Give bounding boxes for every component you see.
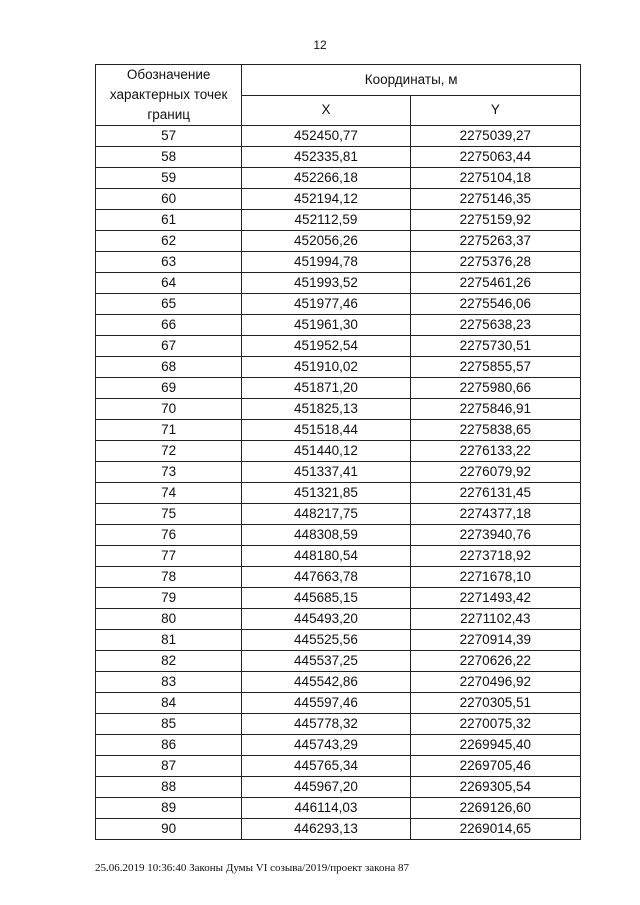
cell-x: 445597,46 (242, 693, 410, 714)
cell-y: 2275638,23 (410, 315, 580, 336)
cell-x: 445542,86 (242, 672, 410, 693)
cell-point: 65 (96, 294, 242, 315)
cell-point: 66 (96, 315, 242, 336)
cell-x: 452056,26 (242, 231, 410, 252)
cell-x: 452450,77 (242, 126, 410, 147)
cell-x: 445685,15 (242, 588, 410, 609)
cell-point: 74 (96, 483, 242, 504)
cell-point: 88 (96, 777, 242, 798)
cell-x: 448217,75 (242, 504, 410, 525)
cell-x: 452112,59 (242, 210, 410, 231)
cell-y: 2275838,65 (410, 420, 580, 441)
cell-x: 448180,54 (242, 546, 410, 567)
cell-x: 447663,78 (242, 567, 410, 588)
cell-y: 2273718,92 (410, 546, 580, 567)
cell-y: 2275159,92 (410, 210, 580, 231)
table-row (96, 441, 581, 462)
cell-point: 75 (96, 504, 242, 525)
coordinates-table (95, 64, 581, 840)
table-row (96, 252, 581, 273)
cell-point: 86 (96, 735, 242, 756)
cell-y: 2275104,18 (410, 168, 580, 189)
table-row (96, 546, 581, 567)
page-number: 12 (313, 38, 327, 52)
table-row (96, 231, 581, 252)
header-coordinates: Координаты, м (242, 65, 581, 96)
cell-x: 451440,12 (242, 441, 410, 462)
cell-x: 451977,46 (242, 294, 410, 315)
cell-point: 76 (96, 525, 242, 546)
cell-y: 2275980,66 (410, 378, 580, 399)
cell-x: 451994,78 (242, 252, 410, 273)
cell-y: 2269705,46 (410, 756, 580, 777)
cell-point: 71 (96, 420, 242, 441)
table-row (96, 168, 581, 189)
cell-x: 448308,59 (242, 525, 410, 546)
cell-x: 445525,56 (242, 630, 410, 651)
cell-x: 451825,13 (242, 399, 410, 420)
cell-y: 2269305,54 (410, 777, 580, 798)
cell-x: 451961,30 (242, 315, 410, 336)
cell-point: 82 (96, 651, 242, 672)
cell-y: 2275039,27 (410, 126, 580, 147)
table-header-row (96, 65, 581, 96)
cell-point: 80 (96, 609, 242, 630)
cell-y: 2275461,26 (410, 273, 580, 294)
cell-point: 62 (96, 231, 242, 252)
cell-x: 445537,25 (242, 651, 410, 672)
cell-x: 451993,52 (242, 273, 410, 294)
cell-y: 2270305,51 (410, 693, 580, 714)
cell-point: 70 (96, 399, 242, 420)
cell-y: 2271493,42 (410, 588, 580, 609)
cell-point: 63 (96, 252, 242, 273)
cell-y: 2270626,22 (410, 651, 580, 672)
table-row (96, 483, 581, 504)
header-y: Y (410, 95, 580, 126)
cell-y: 2275730,51 (410, 336, 580, 357)
cell-point: 83 (96, 672, 242, 693)
cell-x: 445765,34 (242, 756, 410, 777)
cell-y: 2269945,40 (410, 735, 580, 756)
cell-point: 72 (96, 441, 242, 462)
cell-point: 60 (96, 189, 242, 210)
table-row (96, 504, 581, 525)
cell-y: 2270496,92 (410, 672, 580, 693)
table-row (96, 798, 581, 819)
cell-y: 2273940,76 (410, 525, 580, 546)
cell-y: 2275063,44 (410, 147, 580, 168)
cell-point: 58 (96, 147, 242, 168)
header-x: X (242, 95, 410, 126)
cell-x: 446114,03 (242, 798, 410, 819)
cell-y: 2275263,37 (410, 231, 580, 252)
cell-y: 2274377,18 (410, 504, 580, 525)
cell-y: 2271102,43 (410, 609, 580, 630)
table-row (96, 609, 581, 630)
cell-point: 77 (96, 546, 242, 567)
cell-point: 64 (96, 273, 242, 294)
cell-point: 61 (96, 210, 242, 231)
cell-y: 2270075,32 (410, 714, 580, 735)
cell-point: 85 (96, 714, 242, 735)
table-row (96, 336, 581, 357)
table-row (96, 819, 581, 840)
cell-point: 67 (96, 336, 242, 357)
cell-x: 451518,44 (242, 420, 410, 441)
cell-point: 81 (96, 630, 242, 651)
table-row (96, 672, 581, 693)
table-row (96, 147, 581, 168)
table-row (96, 588, 581, 609)
table-row (96, 399, 581, 420)
cell-point: 59 (96, 168, 242, 189)
cell-point: 57 (96, 126, 242, 147)
table-row (96, 273, 581, 294)
cell-x: 451321,85 (242, 483, 410, 504)
cell-x: 452194,12 (242, 189, 410, 210)
table-row (96, 189, 581, 210)
cell-y: 2276133,22 (410, 441, 580, 462)
cell-y: 2271678,10 (410, 567, 580, 588)
cell-x: 451337,41 (242, 462, 410, 483)
cell-x: 445778,32 (242, 714, 410, 735)
table-row (96, 651, 581, 672)
table-row (96, 126, 581, 147)
cell-point: 73 (96, 462, 242, 483)
cell-y: 2275846,91 (410, 399, 580, 420)
cell-point: 84 (96, 693, 242, 714)
table-row (96, 630, 581, 651)
cell-x: 445493,20 (242, 609, 410, 630)
table-row (96, 294, 581, 315)
table-row (96, 357, 581, 378)
cell-x: 451952,54 (242, 336, 410, 357)
header-point-designation: Обозначение характерных точек границ (96, 65, 242, 126)
cell-y: 2275376,28 (410, 252, 580, 273)
table-row (96, 420, 581, 441)
table-row (96, 525, 581, 546)
table-row (96, 756, 581, 777)
table-row (96, 735, 581, 756)
cell-y: 2269014,65 (410, 819, 580, 840)
cell-x: 446293,13 (242, 819, 410, 840)
cell-y: 2275546,06 (410, 294, 580, 315)
table-row (96, 378, 581, 399)
cell-x: 445743,29 (242, 735, 410, 756)
cell-point: 69 (96, 378, 242, 399)
cell-x: 445967,20 (242, 777, 410, 798)
cell-point: 89 (96, 798, 242, 819)
cell-x: 451871,20 (242, 378, 410, 399)
cell-point: 79 (96, 588, 242, 609)
cell-y: 2275855,57 (410, 357, 580, 378)
cell-point: 78 (96, 567, 242, 588)
table-row (96, 315, 581, 336)
cell-x: 452266,18 (242, 168, 410, 189)
cell-y: 2276079,92 (410, 462, 580, 483)
cell-point: 68 (96, 357, 242, 378)
table-row (96, 693, 581, 714)
table-row (96, 714, 581, 735)
cell-point: 90 (96, 819, 242, 840)
cell-y: 2276131,45 (410, 483, 580, 504)
table-row (96, 567, 581, 588)
cell-y: 2269126,60 (410, 798, 580, 819)
table-row (96, 210, 581, 231)
table-row (96, 462, 581, 483)
table-body (96, 126, 581, 840)
cell-x: 451910,02 (242, 357, 410, 378)
table-row (96, 777, 581, 798)
cell-y: 2275146,35 (410, 189, 580, 210)
cell-point: 87 (96, 756, 242, 777)
footer-stamp: 25.06.2019 10:36:40 Законы Думы VI созыва/2019/проект закона 87 (95, 862, 409, 874)
cell-y: 2270914,39 (410, 630, 580, 651)
cell-x: 452335,81 (242, 147, 410, 168)
